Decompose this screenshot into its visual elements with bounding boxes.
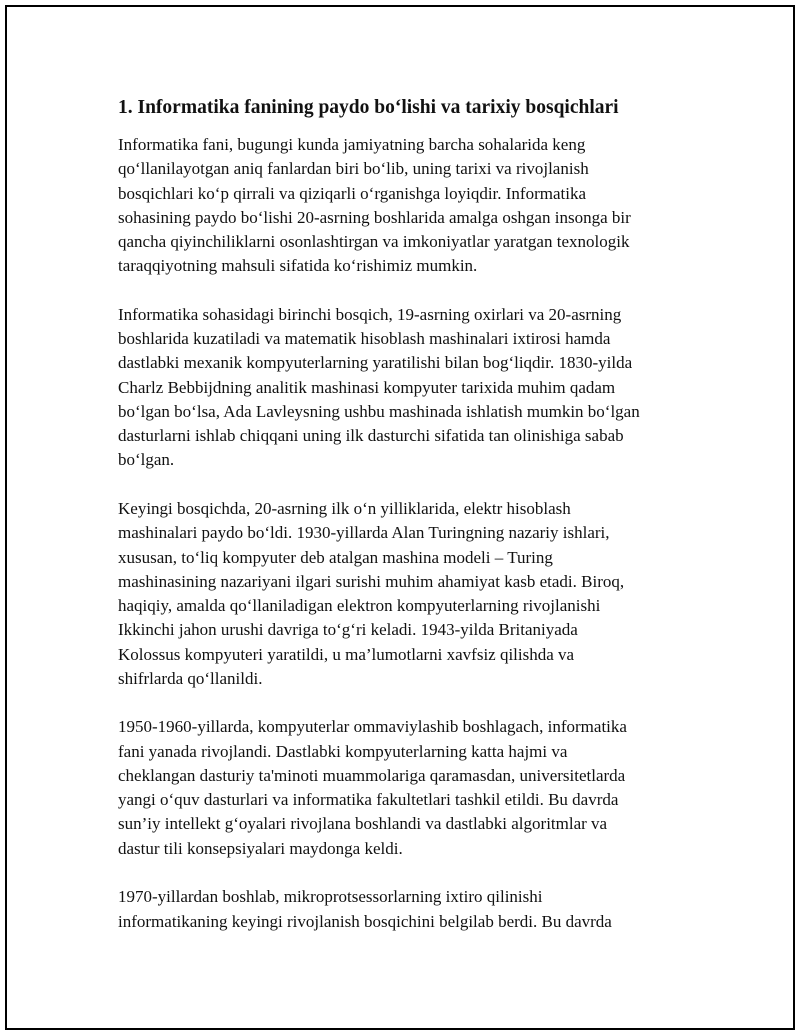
- text-line: taraqqiyotning mahsuli sifatida ko‘rishimiz mumkin.: [118, 256, 478, 276]
- text-line: dasturlarni ishlab chiqqani uning ilk dasturchi sifatida tan olinishiga sabab: [118, 426, 624, 446]
- text-line: Charlz Bebbijdning analitik mashinasi kompyuter tarixida muhim qadam: [118, 377, 616, 397]
- text-line: Informatika fani, bugungi kunda jamiyatning barcha sohalarida keng: [118, 135, 586, 154]
- paragraph: [118, 885, 718, 934]
- text-line: Kolossus kompyuteri yaratildi, u ma’lumotlarni xavfsiz qilishda va: [118, 644, 575, 664]
- paragraph: [118, 303, 718, 473]
- text-line: mashinalari paydo bo‘ldi. 1930-yillarda Alan Turingning nazariy ishlari,: [118, 523, 610, 543]
- text-line: bo‘lgan.: [118, 450, 175, 470]
- text-line: cheklangan dasturiy ta'minoti muammolariga qaramasdan, universitetlarda: [118, 765, 626, 785]
- text-line: sohasining paydo bo‘lishi 20-asrning boshlarida amalga oshgan insonga bir: [118, 207, 631, 227]
- text-line: Informatika sohasidagi birinchi bosqich, 19-asrning oxirlari va 20-asrning: [118, 304, 622, 324]
- text-line: qancha qiyinchiliklarni osonlashtirgan va imkoniyatlar yaratgan texnologik: [118, 232, 630, 252]
- paragraph: [118, 133, 718, 279]
- body-text: [118, 133, 718, 958]
- text-line: informatikaning keyingi rivojlanish bosqichini belgilab berdi. Bu davrda: [118, 911, 612, 931]
- text-line: 1970-yillardan boshlab, mikroprotsessorlarning ixtiro qilinishi: [118, 887, 543, 907]
- text-line: Ikkinchi jahon urushi davriga to‘g‘ri keladi. 1943-yilda Britaniyada: [118, 620, 578, 640]
- text-line: yangi o‘quv dasturlari va informatika fakultetlari tashkil etildi. Bu davrda: [118, 790, 619, 810]
- text-line: Keyingi bosqichda, 20-asrning ilk o‘n yilliklarida, elektr hisoblash: [118, 498, 571, 518]
- text-line: bosqichlari ko‘p qirrali va qiziqarli o‘rganishga loyiqdir. Informatika: [118, 183, 587, 203]
- text-line: haqiqiy, amalda qo‘llaniladigan elektron kompyuterlarning rivojlanishi: [118, 596, 601, 616]
- text-line: 1950-1960-yillarda, kompyuterlar ommaviylashib boshlagach, informatika: [118, 717, 627, 737]
- text-line: dastur tili konsepsiyalari maydonga keldi.: [118, 838, 403, 858]
- text-line: shifrlarda qo‘llanildi.: [118, 668, 263, 688]
- section-heading: 1. Informatika fanining paydo bo‘lishi va tarixiy bosqichlari: [118, 97, 619, 118]
- text-line: bo‘lgan bo‘lsa, Ada Lavleysning ushbu mashinada ishlatish mumkin bo‘lgan: [118, 401, 640, 421]
- text-line: mashinasining nazariyani ilgari surishi muhim ahamiyat kasb etadi. Biroq,: [118, 571, 625, 591]
- text-line: fani yanada rivojlandi. Dastlabki kompyuterlarning katta hajmi va: [118, 741, 568, 761]
- paragraph: [118, 715, 718, 861]
- paragraph: [118, 497, 718, 691]
- text-line: boshlarida kuzatiladi va matematik hisoblash mashinalari ixtirosi hamda: [118, 329, 611, 349]
- text-line: sun’iy intellekt g‘oyalari rivojlana boshlandi va dastlabki algoritmlar va: [118, 814, 608, 834]
- text-line: dastlabki mexanik kompyuterlarning yaratilishi bilan bog‘liqdir. 1830-yilda: [118, 353, 633, 373]
- text-line: qo‘llanilayotgan aniq fanlardan biri bo‘lib, uning tarixi va rivojlanish: [118, 159, 589, 179]
- text-line: xususan, to‘liq kompyuter deb atalgan mashina modeli – Turing: [118, 547, 553, 567]
